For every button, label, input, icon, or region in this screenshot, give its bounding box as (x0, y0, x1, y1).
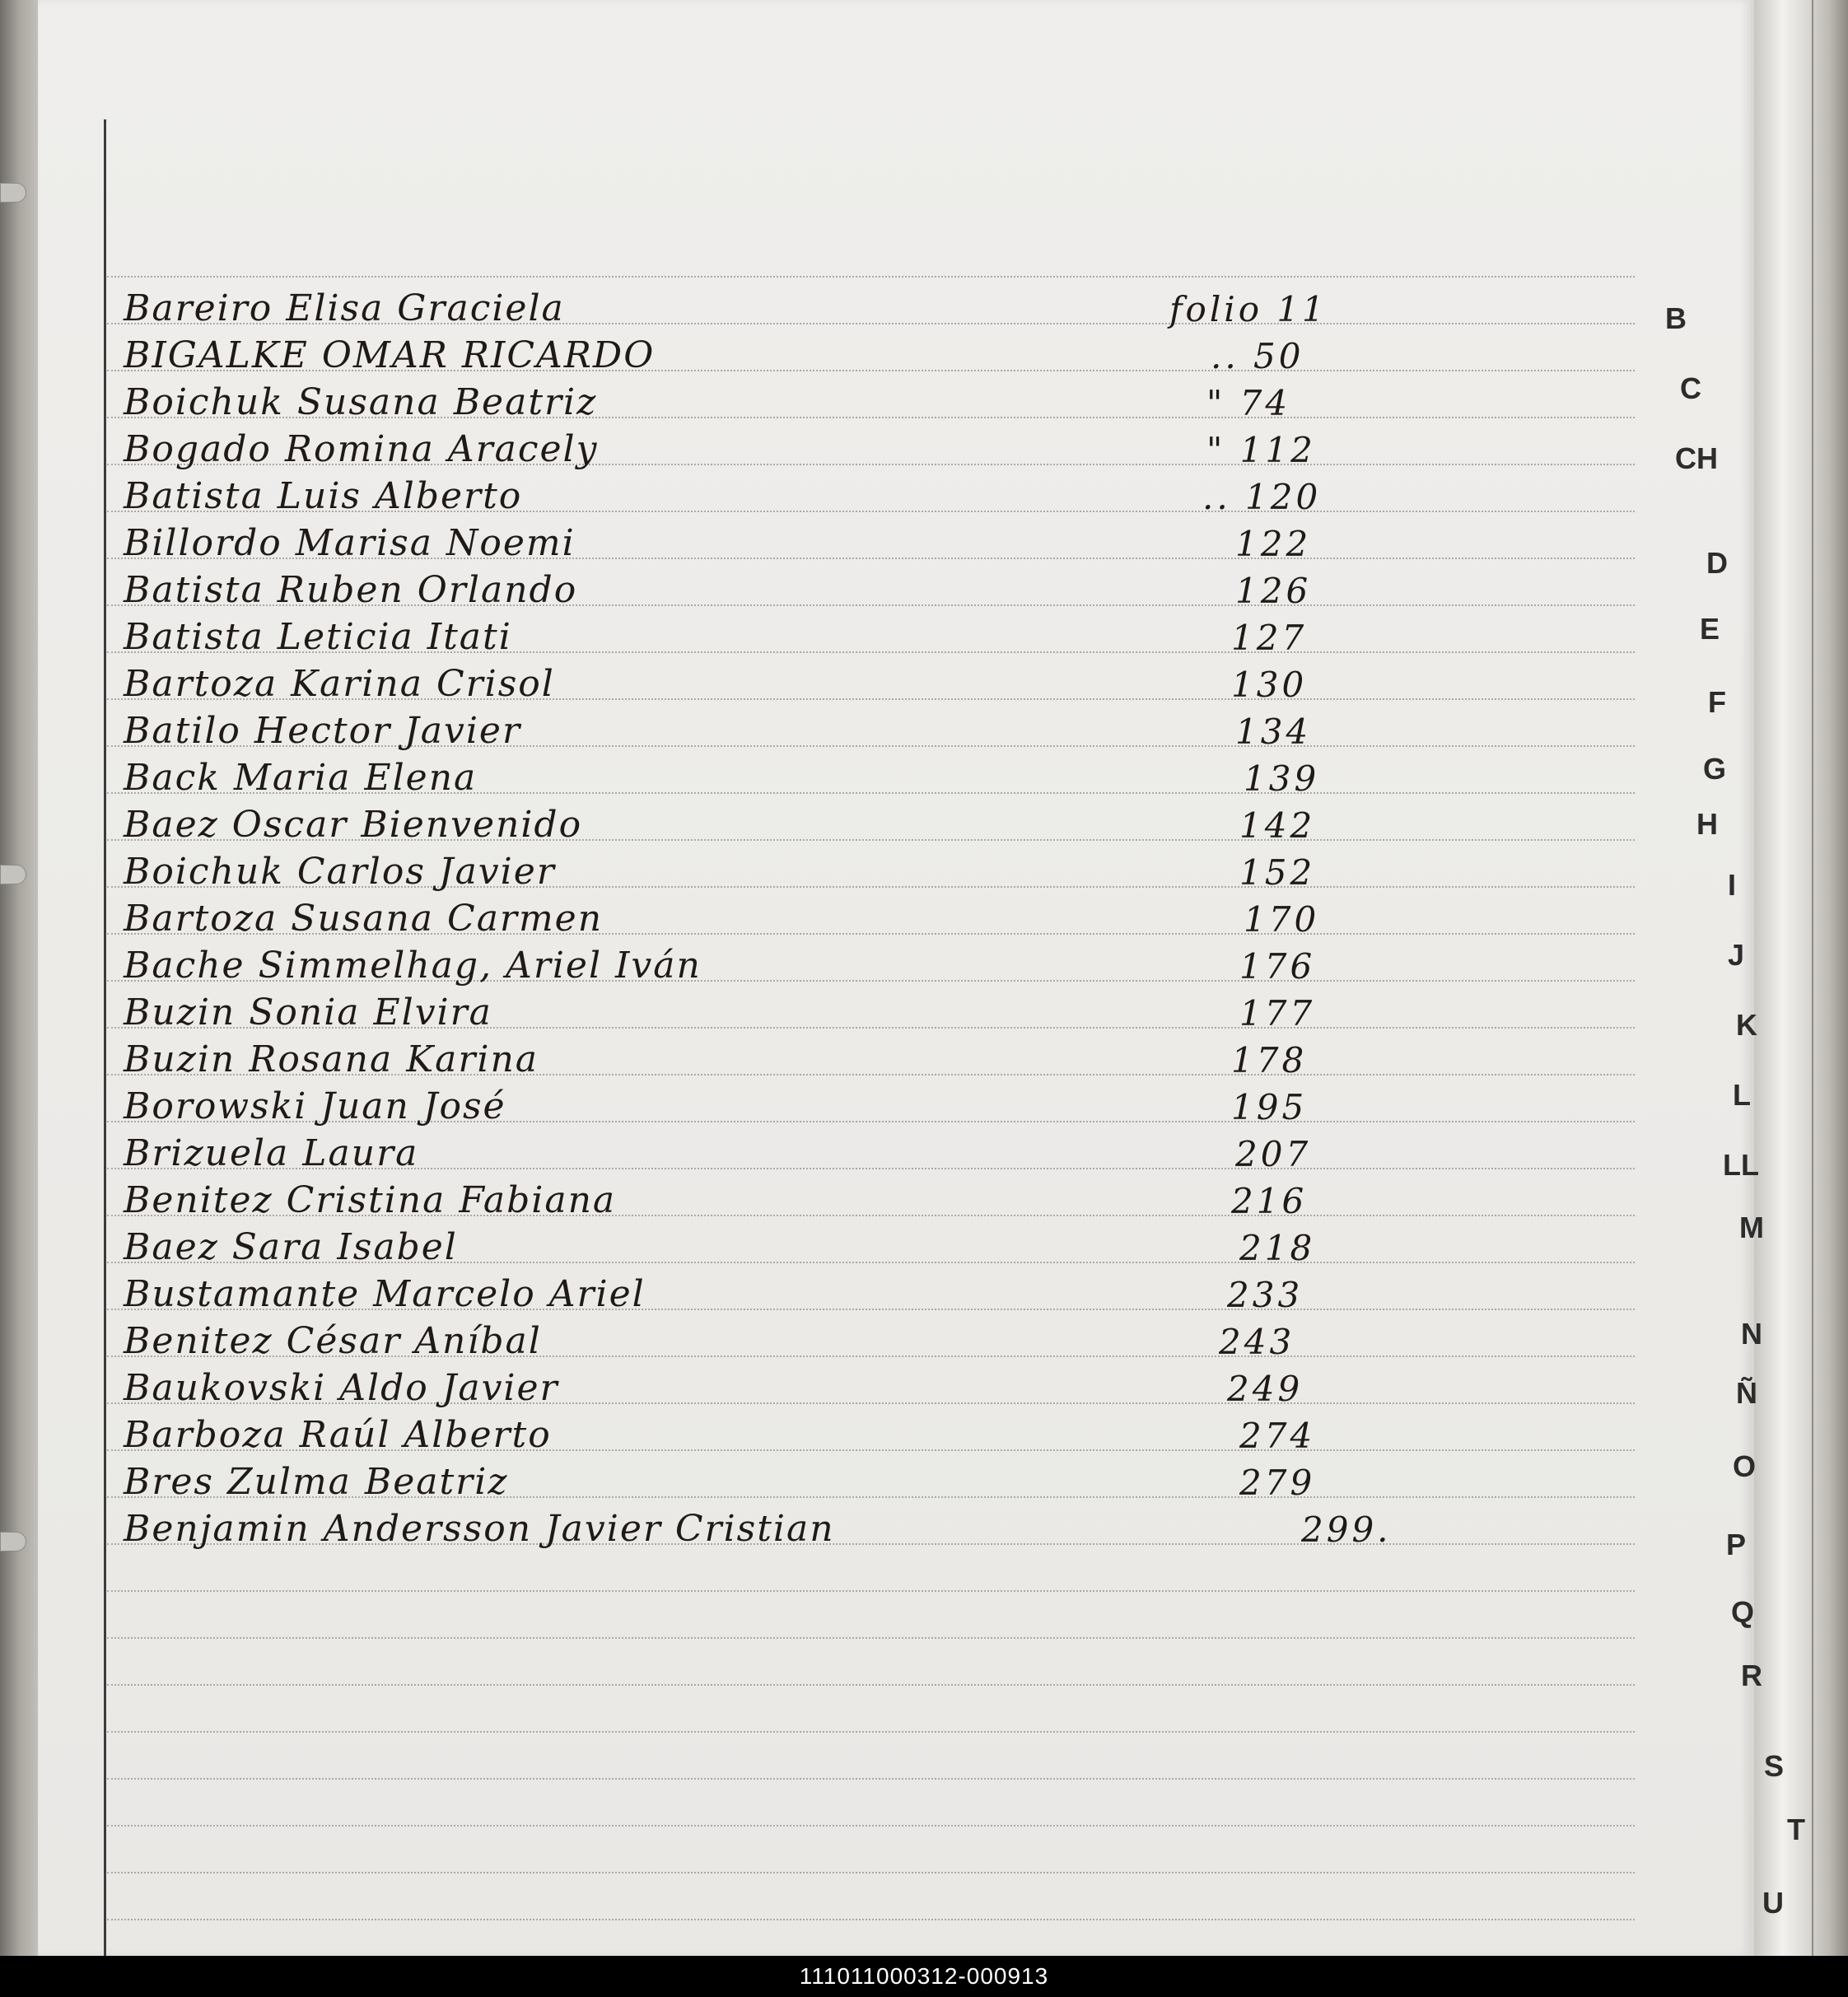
entry-name: Bres Zulma Beatriz (124, 1461, 509, 1503)
entry-name: Borowski Juan José (124, 1085, 506, 1127)
index-tab-t[interactable]: T (1787, 1813, 1805, 1846)
entry-name: Benitez Cristina Fabiana (124, 1179, 617, 1221)
entry-name: Buzin Sonia Elvira (124, 992, 492, 1033)
entry-folio: 134 (1235, 712, 1312, 752)
entry-folio: .. 50 (1211, 336, 1304, 376)
entry-folio: 178 (1231, 1040, 1308, 1080)
entry-folio: .. 120 (1202, 477, 1322, 517)
index-tab-d[interactable]: D (1706, 546, 1728, 580)
entry-name: Batista Luis Alberto (124, 475, 523, 517)
entry-folio: 170 (1244, 899, 1320, 940)
entry-folio: " 74 (1206, 383, 1291, 423)
entry-name: Brizuela Laura (124, 1132, 419, 1174)
entry-folio: 216 (1231, 1181, 1308, 1221)
index-tab-c[interactable]: C (1680, 371, 1701, 405)
index-tab-n[interactable]: N (1741, 1317, 1762, 1351)
entry-name: Bache Simmelhag, Ariel Iván (124, 945, 702, 987)
entry-folio: 207 (1235, 1134, 1312, 1174)
entry-name: Bartoza Susana Carmen (124, 898, 604, 940)
entry-folio: 299. (1301, 1509, 1392, 1550)
index-tab-l[interactable]: L (1733, 1078, 1751, 1112)
entry-folio: 249 (1227, 1369, 1304, 1409)
entry-folio: 127 (1231, 618, 1308, 658)
index-tab-ch[interactable]: CH (1675, 441, 1718, 475)
entry-name: Bareiro Elisa Graciela (124, 287, 565, 329)
entry-folio: 126 (1235, 571, 1312, 611)
entry-folio: 176 (1239, 946, 1316, 987)
entry-name: Benitez César Aníbal (124, 1320, 542, 1362)
entry-name: Batista Ruben Orlando (124, 569, 578, 611)
entry-folio: 218 (1239, 1228, 1316, 1268)
entry-folio: 274 (1239, 1416, 1316, 1456)
entry-name: BIGALKE OMAR RICARDO (124, 334, 656, 376)
index-tab-j[interactable]: J (1728, 938, 1745, 972)
entry-name: Batilo Hector Javier (124, 710, 521, 752)
index-tab-o[interactable]: O (1733, 1449, 1757, 1483)
entry-folio: 243 (1219, 1322, 1295, 1362)
index-tab-h[interactable]: H (1696, 807, 1718, 841)
entry-name: Bogado Romina Aracely (124, 428, 599, 470)
index-tab-p[interactable]: P (1726, 1528, 1747, 1561)
entry-name: Benjamin Andersson Javier Cristian (124, 1508, 835, 1550)
entry-name: Boichuk Carlos Javier (124, 851, 556, 893)
entry-name: Buzin Rosana Karina (124, 1038, 539, 1080)
entry-folio: 152 (1239, 852, 1316, 893)
index-tab-enie[interactable]: Ñ (1736, 1376, 1757, 1410)
index-tab-g[interactable]: G (1703, 752, 1727, 786)
entry-folio: 142 (1239, 805, 1316, 846)
index-tab-q[interactable]: Q (1731, 1595, 1755, 1629)
entry-folio: 130 (1231, 665, 1308, 705)
index-tab-i[interactable]: I (1728, 868, 1737, 902)
entry-folio: 177 (1239, 993, 1316, 1033)
index-tab-m[interactable]: M (1739, 1211, 1764, 1244)
entry-name: Baez Oscar Bienvenido (124, 804, 583, 846)
index-tab-f[interactable]: F (1708, 685, 1726, 719)
entry-folio: 139 (1244, 758, 1320, 799)
entry-name: Back Maria Elena (124, 757, 478, 799)
index-tab-s[interactable]: S (1764, 1749, 1785, 1783)
entry-name: Baez Sara Isabel (124, 1226, 458, 1268)
entry-name: Barboza Raúl Alberto (124, 1414, 552, 1456)
entry-folio: 233 (1227, 1275, 1304, 1315)
index-tab-b[interactable]: B (1665, 301, 1687, 335)
entry-name: Batista Leticia Itati (124, 616, 512, 658)
index-tab-e[interactable]: E (1700, 612, 1720, 646)
entry-name: Baukovski Aldo Javier (124, 1367, 559, 1409)
entry-name: Bustamante Marcelo Ariel (124, 1273, 646, 1315)
entry-name: Bartoza Karina Crisol (124, 663, 555, 705)
entry-folio: 122 (1235, 524, 1312, 564)
entry-folio: " 112 (1206, 430, 1316, 470)
entry-name: Billordo Marisa Noemi (124, 522, 576, 564)
entry-folio: 279 (1239, 1463, 1316, 1503)
index-tab-r[interactable]: R (1741, 1659, 1762, 1692)
image-id-footer: 111011000312-000913 (0, 1956, 1848, 1997)
entry-folio: folio 11 (1169, 289, 1328, 329)
entry-name: Boichuk Susana Beatriz (124, 381, 598, 423)
index-tab-ll[interactable]: LL (1723, 1148, 1759, 1182)
entry-folio: 195 (1231, 1087, 1308, 1127)
index-tab-k[interactable]: K (1736, 1008, 1757, 1042)
index-tab-u[interactable]: U (1762, 1886, 1784, 1920)
